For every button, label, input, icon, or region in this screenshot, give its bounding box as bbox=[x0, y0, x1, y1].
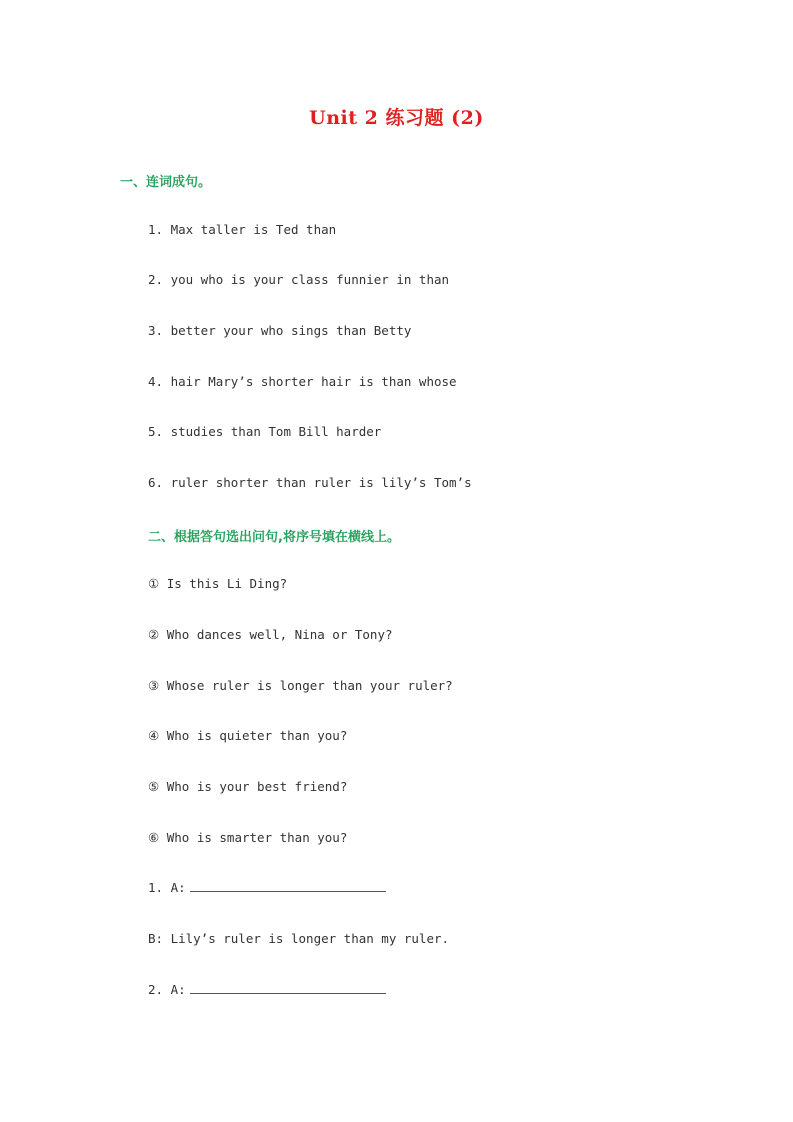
question-1-a bbox=[148, 880, 386, 895]
option-item: ④ Who is quieter than you? bbox=[148, 728, 348, 743]
list-item: 3. better your who sings than Betty bbox=[148, 323, 412, 338]
page-title: Unit 2 练习题 (2) bbox=[309, 107, 484, 129]
answer-blank-2[interactable] bbox=[190, 982, 386, 994]
list-item: 1. Max taller is Ted than bbox=[148, 222, 337, 237]
question-2-a bbox=[148, 982, 386, 997]
list-item: 5. studies than Tom Bill harder bbox=[148, 424, 382, 439]
list-item: 2. you who is your class funnier in than bbox=[148, 272, 450, 287]
option-item: ⑤ Who is your best friend? bbox=[148, 779, 348, 794]
answer-blank-1[interactable] bbox=[190, 880, 386, 892]
section-heading-2: 二、根据答句选出问句,将序号填在横线上。 bbox=[148, 530, 400, 545]
list-item: 4. hair Mary’s shorter hair is than whose bbox=[148, 374, 457, 389]
section-heading-1: 一、连词成句。 bbox=[120, 175, 212, 190]
question-1-b: B: Lily’s ruler is longer than my ruler. bbox=[148, 931, 450, 946]
list-item: 6. ruler shorter than ruler is lily’s Tom’s bbox=[148, 475, 472, 490]
option-item: ⑥ Who is smarter than you? bbox=[148, 830, 348, 845]
question-1-a-label: 1. A: bbox=[148, 880, 186, 895]
option-item: ③ Whose ruler is longer than your ruler? bbox=[148, 678, 453, 693]
question-2-a-label: 2. A: bbox=[148, 982, 186, 997]
option-item: ② Who dances well, Nina or Tony? bbox=[148, 627, 393, 642]
option-item: ① Is this Li Ding? bbox=[148, 576, 288, 591]
